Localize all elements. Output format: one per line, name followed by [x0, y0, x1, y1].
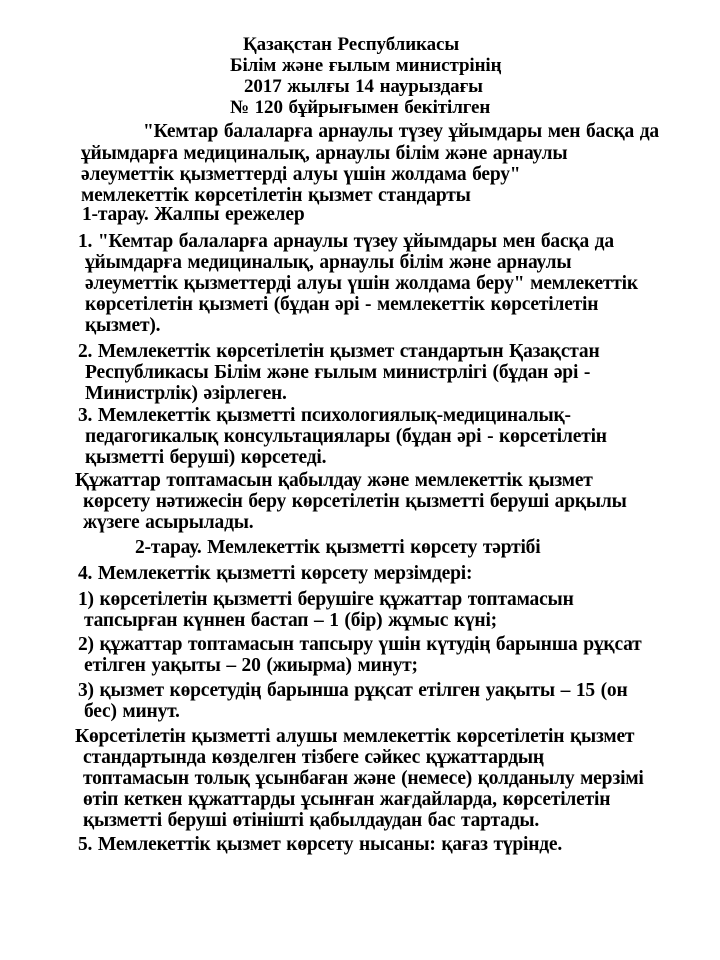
p1-line-2: ұйымдарға медициналық, арнаулы білім және арнаулы [85, 252, 572, 273]
item-4-title: 4. Мемлекеттік қызметті көрсету мерзімдері: [78, 563, 473, 584]
p2-line-3: Министрлік) әзірлеген. [85, 383, 287, 404]
p3-line-3: қызметті беруші) көрсетеді. [85, 447, 327, 468]
header-line-3: 2017 жылғы 14 наурыздағы [244, 76, 483, 97]
p1-line-1: 1. "Кемтар балаларға арнаулы түзеу ұйымдары мен басқа да [78, 231, 614, 252]
item-3-line-1: 3) қызмет көрсетудің барынша рұқсат етілген уақыты – 15 (он [78, 680, 628, 701]
item-1-line-1: 1) көрсетілетін қызметті берушіге құжаттар топтамасын [78, 589, 574, 610]
header-line-1: Қазақстан Республикасы [243, 34, 460, 55]
item-2-line-2: етілген уақыты – 20 (жиырма) минут; [84, 655, 418, 676]
p3-line-2: педагогикалық консультациялары (бұдан әрі - көрсетілетін [85, 426, 607, 447]
p1-line-5: қызмет). [85, 315, 161, 336]
title-line-2: ұйымдарға медициналық, арнаулы білім және арнаулы [81, 143, 568, 164]
refusal-line-3: топтамасын толық ұсынбаған және (немесе) қолданылу мерзімі [83, 768, 644, 789]
title-line-1: "Кемтар балаларға арнаулы түзеу ұйымдары мен басқа да [143, 121, 659, 142]
p2-line-1: 2. Мемлекеттік көрсетілетін қызмет стандартын Қазақстан [78, 341, 600, 362]
item-5: 5. Мемлекеттік қызмет көрсету нысаны: қағаз түрінде. [78, 834, 563, 855]
header-line-4: № 120 бұйрығымен бекітілген [230, 97, 491, 118]
refusal-line-2: стандартында көзделген тізбеге сәйкес құжаттардың [83, 747, 544, 768]
item-1-line-2: тапсырған күннен бастап – 1 (бір) жұмыс күні; [84, 610, 497, 631]
title-line-3: әлеуметтік қызметтерді алуы үшін жолдама беру" [81, 164, 521, 185]
refusal-line-4: өтіп кеткен құжаттарды ұсынған жағдайларда, көрсетілетін [83, 789, 611, 810]
item-2-line-1: 2) құжаттар топтамасын тапсыру үшін күтудің барынша рұқсат [78, 634, 642, 655]
p1-line-4: көрсетілетін қызметі (бұдан әрі - мемлекеттік көрсетілетін [85, 294, 599, 315]
section-2-heading: 2-тарау. Мемлекеттік қызметті көрсету тәртібі [135, 537, 541, 558]
p2-line-2: Республикасы Білім және ғылым министрлігі (бұдан әрі - [85, 362, 591, 383]
p1-line-3: әлеуметтік қызметтерді алуы үшін жолдама беру" мемлекеттік [85, 273, 638, 294]
p4-line-2: көрсету нәтижесін беру көрсетілетін қызметті беруші арқылы [83, 491, 627, 512]
p4-line-3: жүзеге асырылады. [83, 512, 254, 533]
p3-line-1: 3. Мемлекеттік қызметті психологиялық-медициналық- [78, 405, 571, 426]
title-line-4: мемлекеттік көрсетілетін қызмет стандарты [81, 185, 471, 206]
item-3-line-2: бес) минут. [84, 701, 180, 722]
refusal-line-1: Көрсетілетін қызметті алушы мемлекеттік көрсетілетін қызмет [75, 726, 635, 747]
refusal-line-5: қызметті беруші өтінішті қабылдаудан бас тартады. [83, 810, 540, 831]
p4-line-1: Құжаттар топтамасын қабылдау және мемлекеттік қызмет [75, 470, 593, 491]
section-1-heading: 1-тарау. Жалпы ережелер [82, 204, 305, 225]
header-line-2: Білім және ғылым министрінің [230, 55, 502, 76]
